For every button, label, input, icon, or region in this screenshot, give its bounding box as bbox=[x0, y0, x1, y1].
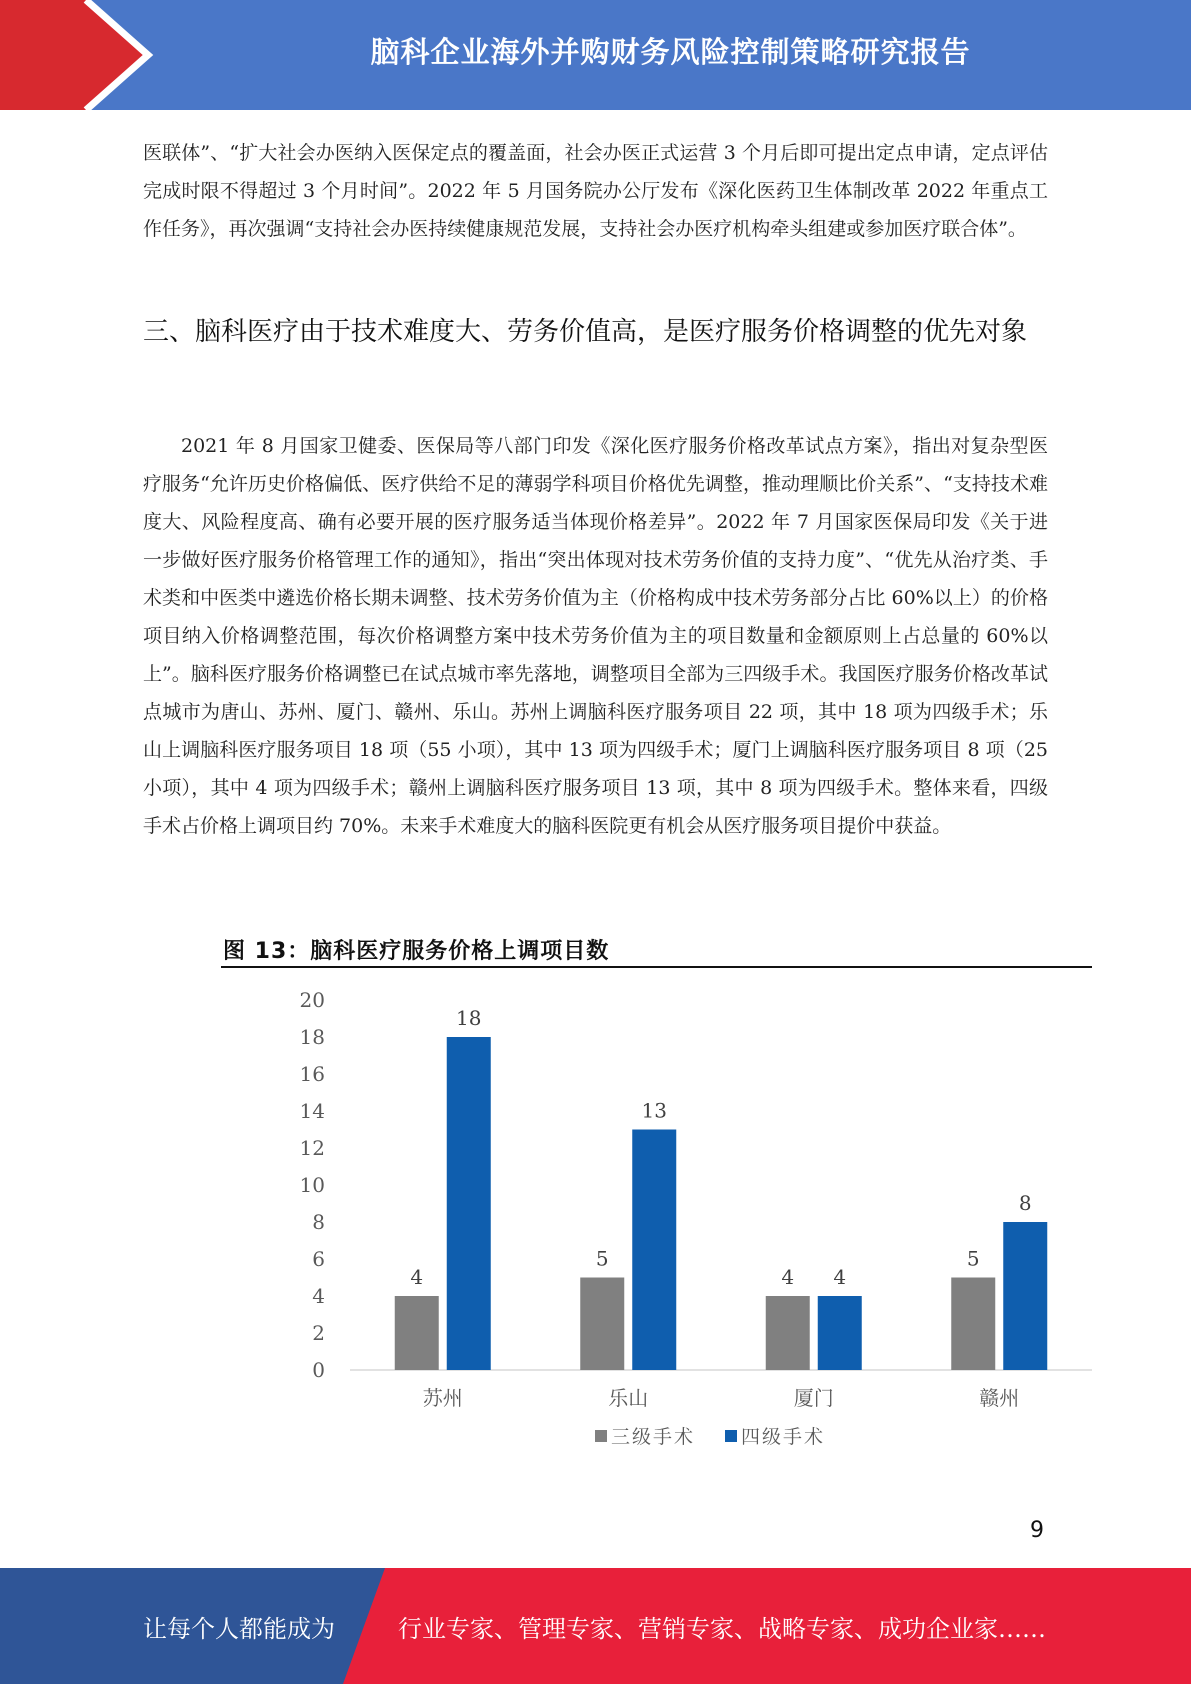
y-tick-label: 12 bbox=[299, 1136, 325, 1160]
bar-data-label: 4 bbox=[410, 1265, 424, 1289]
bar bbox=[447, 1037, 491, 1370]
body-text bbox=[143, 427, 1048, 845]
x-tick-label: 赣州 bbox=[979, 1386, 1020, 1410]
paragraph: 2021 年 8 月国家卫健委、医保局等八部门印发《深化医疗服务价格改革试点方案》，指出对复杂型医疗服务“允许历史价格偏低、医疗供给不足的薄弱学科项目价格优先调整，推动理顺比价关系”、“支持技术难度大、风险程度高、确有必要开展的医疗服务适当体现价格差异”。2022 年 7 月国家医保局印发《关于进一步做好医疗服务价格管理工作的通知》，指出“突出体现对技术劳务价值的支持力度”、“优先从治疗类、手术类和中医类中遴选价格长期未调整、技术劳务价值为主（价格构成中技术劳务部分占比 60%以上）的价格项目纳入价格调整范围，每次价格调整方案中技术劳务价值为主的项目数量和金额原则上占总量的 60%以上”。脑科医疗服务价格调整已在试点城市率先落地，调整项目全部为三四级手术。我国医疗服务价格改革试点城市为唐山、苏州、厦门、赣州、乐山。苏州上调脑科医疗服务项目 22 项，其中 18 项为四级手术；乐山上调脑科医疗服务项目 18 项（55 小项），其中 13 项为四级手术；厦门上调脑科医疗服务项目 8 项（25 小项），其中 4 项为四级手术；赣州上调脑科医疗服务项目 13 项，其中 8 项为四级手术。整体来看，四级手术占价格上调项目约 70%。未来手术难度大的脑科医院更有机会从医疗服务项目提价中获益。 bbox=[143, 435, 1048, 837]
bar-data-label: 5 bbox=[966, 1246, 980, 1271]
y-tick-label: 4 bbox=[312, 1284, 325, 1308]
page-footer bbox=[0, 1568, 1191, 1684]
bar bbox=[766, 1296, 810, 1370]
bar bbox=[951, 1278, 995, 1371]
bar-data-label: 18 bbox=[456, 1006, 482, 1030]
bar-data-label: 4 bbox=[781, 1265, 795, 1289]
bar-data-label: 8 bbox=[1018, 1191, 1032, 1215]
report-title: 脑科企业海外并购财务风险控制策略研究报告 bbox=[370, 34, 971, 69]
bar bbox=[818, 1296, 862, 1370]
y-tick-label: 14 bbox=[299, 1099, 325, 1123]
bar bbox=[395, 1296, 439, 1370]
page-number: 9 bbox=[1030, 1518, 1044, 1543]
bar-data-label: 4 bbox=[833, 1265, 847, 1289]
legend-swatch bbox=[725, 1430, 737, 1442]
y-tick-label: 6 bbox=[312, 1247, 325, 1271]
legend-swatch bbox=[595, 1430, 607, 1442]
footer-slogan-right: 行业专家、管理专家、营销专家、战略专家、成功企业家…… bbox=[398, 1614, 1046, 1643]
x-tick-label: 厦门 bbox=[793, 1386, 834, 1410]
bar bbox=[632, 1130, 676, 1371]
y-tick-label: 18 bbox=[299, 1025, 325, 1049]
legend-label: 三级手术 bbox=[611, 1426, 696, 1448]
bar-data-label: 13 bbox=[641, 1098, 667, 1123]
x-tick-label: 乐山 bbox=[608, 1386, 649, 1410]
page-header bbox=[0, 0, 1191, 110]
figure-title: 图 13：脑科医疗服务价格上调项目数 bbox=[223, 939, 610, 964]
y-tick-label: 10 bbox=[299, 1173, 325, 1197]
y-tick-label: 16 bbox=[299, 1062, 325, 1086]
x-tick-label: 苏州 bbox=[422, 1386, 463, 1410]
y-tick-label: 20 bbox=[299, 988, 325, 1012]
bar-chart bbox=[280, 985, 1100, 1465]
section-heading: 三、脑科医疗由于技术难度大、劳务价值高，是医疗服务价格调整的优先对象 bbox=[143, 317, 1028, 347]
bar bbox=[1003, 1222, 1047, 1370]
bar-data-label: 5 bbox=[595, 1246, 609, 1271]
footer-slogan-left: 让每个人都能成为 bbox=[143, 1614, 335, 1643]
figure-title-rule bbox=[221, 966, 1092, 968]
y-tick-label: 0 bbox=[312, 1358, 325, 1382]
legend-label: 四级手术 bbox=[741, 1426, 826, 1448]
paragraph: 医联体”、“扩大社会办医纳入医保定点的覆盖面，社会办医正式运营 3 个月后即可提出定点申请，定点评估完成时限不得超过 3 个月时间”。2022 年 5 月国务院办公厅发布《深化医药卫生体制改革 2022 年重点工作任务》，再次强调“支持社会办医持续健康规范发展，支持社会办医疗机构牵头组建或参加医疗联合体”。 bbox=[143, 142, 1048, 240]
y-tick-label: 2 bbox=[312, 1321, 325, 1345]
bar bbox=[580, 1278, 624, 1371]
intro-text bbox=[143, 134, 1048, 248]
y-tick-label: 8 bbox=[312, 1210, 325, 1234]
section bbox=[143, 312, 1048, 352]
header-arrow-decoration bbox=[0, 0, 160, 110]
